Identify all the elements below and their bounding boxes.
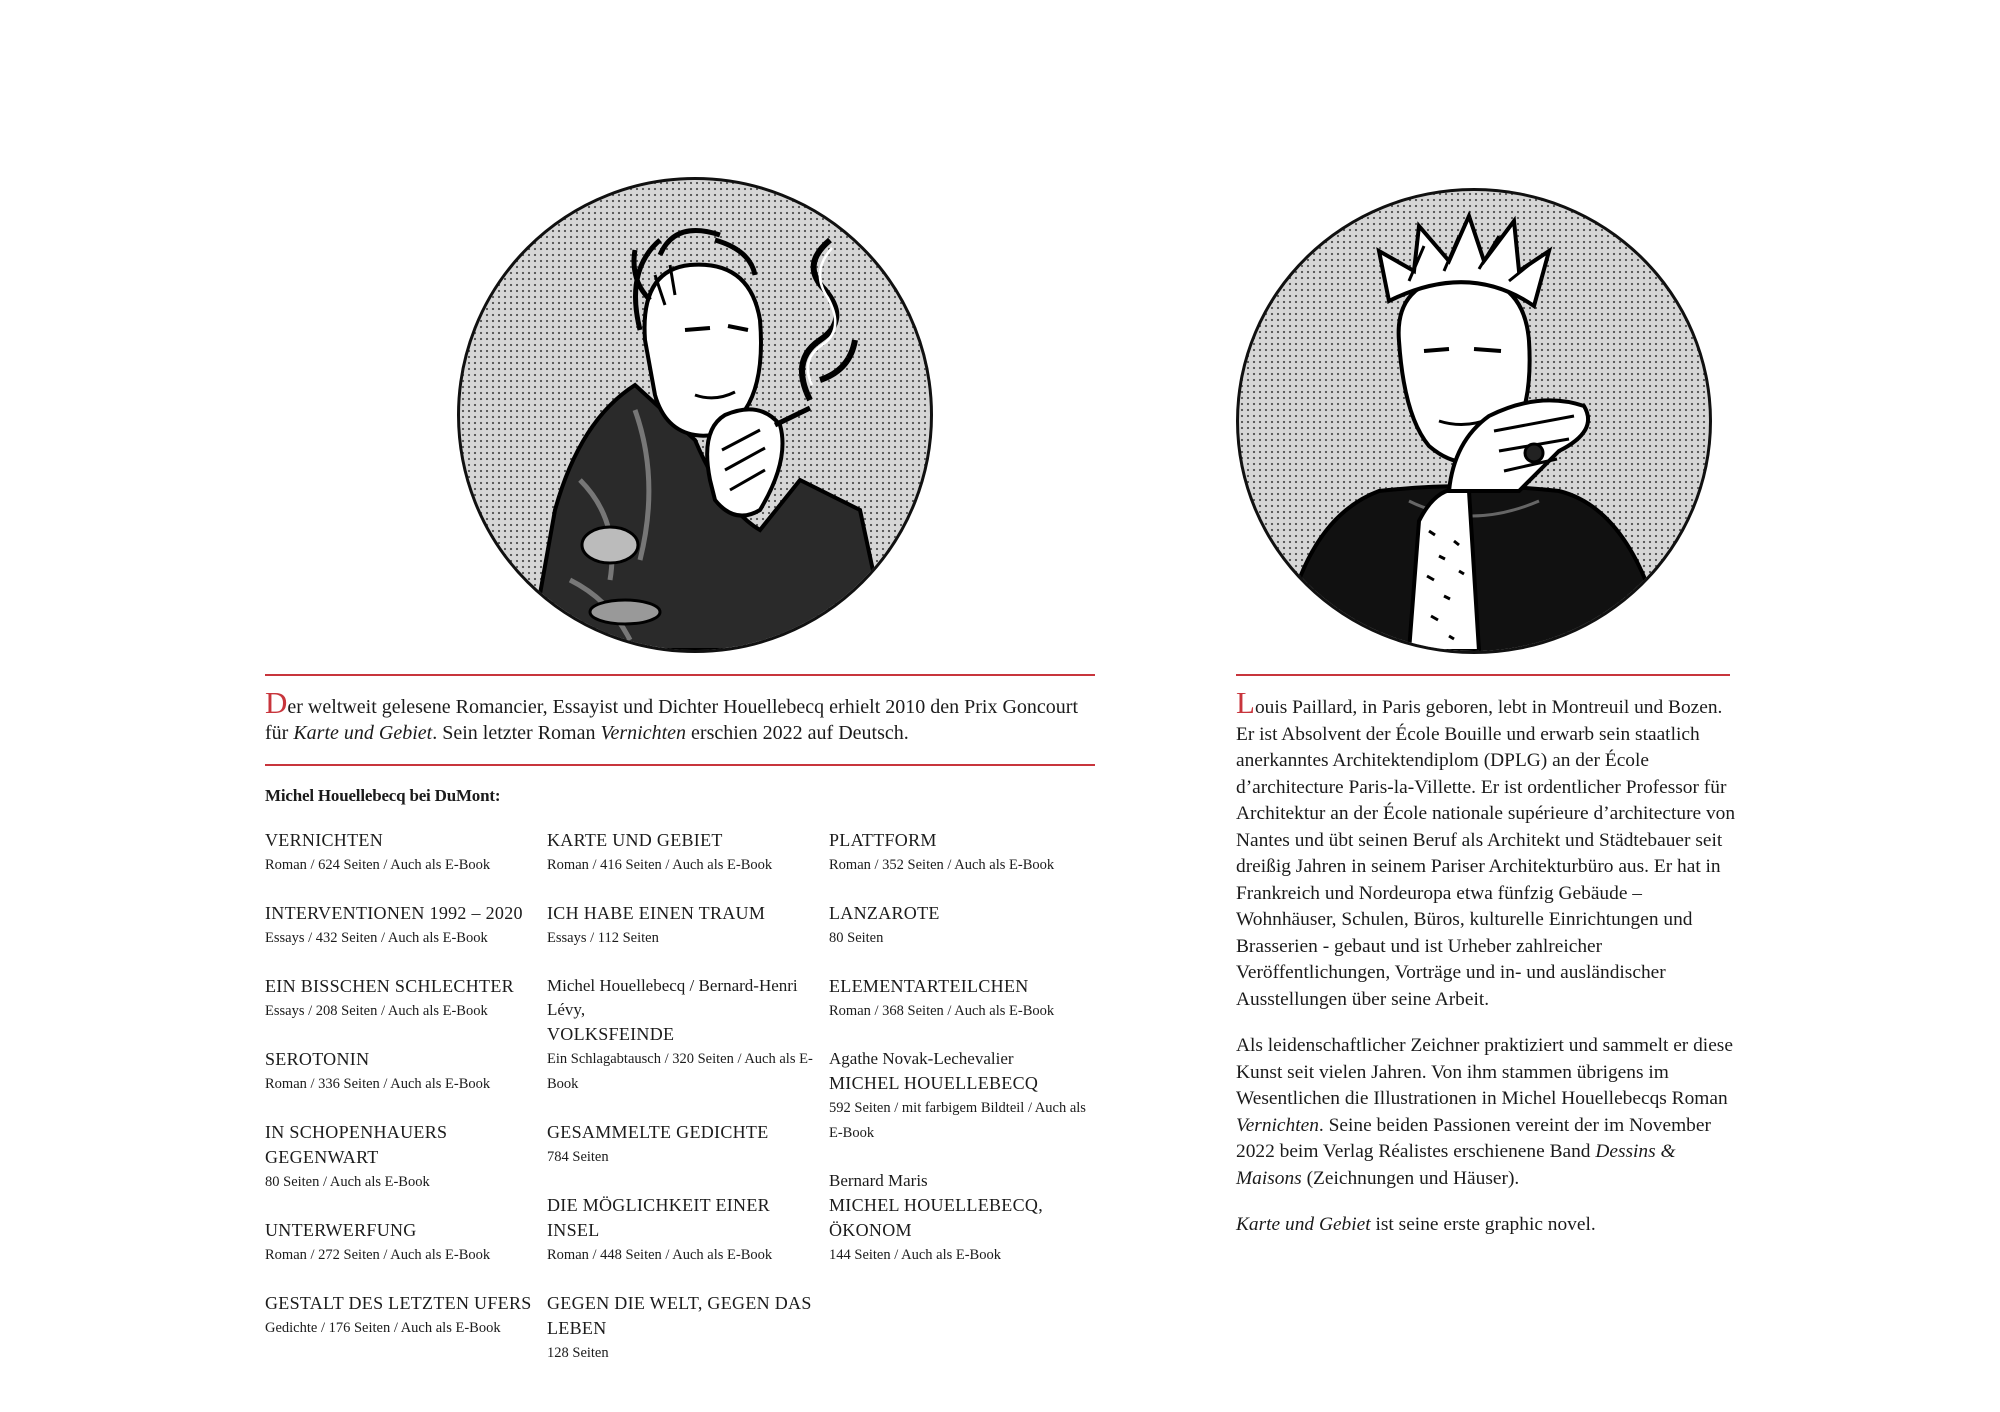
book-meta: 80 Seiten / Auch als E-Book [265,1174,430,1190]
book-title: VERNICHTEN [265,830,383,850]
book-title: DIE MÖGLICHKEIT EINER INSEL [547,1195,770,1240]
book-entry [547,1120,817,1170]
book-entry [829,974,1099,1024]
book-entry [265,974,535,1024]
book-title: GESAMMELTE GEDICHTE [547,1122,769,1142]
book-title: IN SCHOPENHAUERS GEGENWART [265,1122,448,1167]
paillard-bio [1236,685,1736,1239]
book-meta: Essays / 208 Seiten / Auch als E-Book [265,1003,488,1019]
book-entry [547,1193,817,1268]
paillard-portrait [1236,188,1712,654]
bio-paragraph-3: Karte und Gebiet ist seine erste graphic novel. [1236,1214,1596,1235]
book-entry [265,901,535,951]
bio-paragraph-1: Louis Paillard, in Paris geboren, lebt in Montreuil und Bozen. Er ist Absolvent der École Bouille und erwarb sein staatlich anerkanntes Architektendiplom (DPLG) an der École d’architecture Paris-la-Villette. Er ist ordentlicher Professor für Architektur an der École nationale supérieure d’architecture von Nantes und übt seinen Beruf als Architekt und Städtebauer seit dreißig Jahren in seinem Pariser Architekturbüro aus. Er hat in Frankreich und Nordeuropa etwa fünfzig Gebäude – Wohnhäuser, Schulen, Büros, kulturelle Einrichtungen und Brasserien - gebaut und ist Urheber zahlreicher Veröffentlichungen, Vorträge und in- und ausländischer Ausstellungen über seine Arbeit. [1236,685,1736,1010]
book-entry [265,828,535,878]
book-entry [547,1291,817,1366]
houellebecq-portrait [457,177,933,653]
bibliography-column-3 [829,828,1099,1291]
book-meta: Ein Schlagabtausch / 320 Seiten / Auch als E-Book [547,1051,813,1092]
houellebecq-illustration [460,180,930,650]
book-title: LANZAROTE [829,903,940,923]
bio-dropcap: L [1236,685,1255,720]
book-entry [547,828,817,878]
book-meta: 144 Seiten / Auch als E-Book [829,1247,1001,1263]
book-title: GEGEN DIE WELT, GEGEN DAS LEBEN [547,1293,812,1338]
book-author: Agathe Novak-Lechevalier [829,1049,1014,1068]
book-meta: 128 Seiten [547,1345,609,1361]
book-entry [547,901,817,951]
book-title: ELEMENTARTEILCHEN [829,976,1029,996]
book-meta: Essays / 112 Seiten [547,930,659,946]
book-entry [265,1291,535,1341]
book-author: Bernard Maris [829,1171,928,1190]
book-title: PLATTFORM [829,830,937,850]
book-meta: 592 Seiten / mit farbigem Bildteil / Auch als E-Book [829,1100,1086,1141]
bibliography-column-2 [547,828,817,1389]
book-meta: Roman / 624 Seiten / Auch als E-Book [265,857,491,873]
book-meta: Roman / 368 Seiten / Auch als E-Book [829,1003,1055,1019]
bio-paragraph-2: Als leidenschaftlicher Zeichner praktiziert und sammelt er diese Kunst seit vielen Jahren. Von ihm stammen übrigens im Wesentlichen die Illustrationen in Michel Houellebecqs Roman Vernichten. Seine beiden Passionen vereint der im November 2022 beim Verlag Réalistes erschienene Band Dessins & Maisons (Zeichnungen und Häuser). [1236,1035,1733,1189]
book-title: EIN BISSCHEN SCHLECHTER [265,976,514,996]
book-meta: Roman / 416 Seiten / Auch als E-Book [547,857,773,873]
book-entry [829,828,1099,878]
book-meta: Roman / 272 Seiten / Auch als E-Book [265,1247,491,1263]
book-title: ICH HABE EINEN TRAUM [547,903,766,923]
book-title: KARTE UND GEBIET [547,830,723,850]
paillard-illustration [1239,191,1709,651]
book-entry [265,1218,535,1268]
book-meta: Roman / 448 Seiten / Auch als E-Book [547,1247,773,1263]
book-meta: 80 Seiten [829,930,884,946]
bibliography-heading: Michel Houellebecq bei DuMont: [265,786,501,805]
book-entry [265,1120,535,1195]
book-meta: Roman / 336 Seiten / Auch als E-Book [265,1076,491,1092]
bio-rule-top [1236,674,1730,676]
book-title: GESTALT DES LETZTEN UFERS [265,1293,532,1313]
book-entry [829,1169,1099,1268]
bibliography-column-1 [265,828,535,1364]
book-title: SEROTONIN [265,1049,370,1069]
book-meta: Roman / 352 Seiten / Auch als E-Book [829,857,1055,873]
book-meta: 784 Seiten [547,1149,609,1165]
intro-rule-top [265,674,1095,676]
intro-dropcap: D [265,685,288,720]
book-title: MICHEL HOUELLEBECQ, ÖKONOM [829,1195,1044,1240]
book-title: MICHEL HOUELLEBECQ [829,1073,1039,1093]
book-author: Michel Houellebecq / Bernard-Henri Lévy, [547,976,798,1019]
houellebecq-intro: Der weltweit gelesene Romancier, Essayist und Dichter Houellebecq erhielt 2010 den Prix Goncourt für Karte und Gebiet. Sein letzter Roman Vernichten erschien 2022 auf Deutsch. [265,685,1079,744]
intro-rule-bottom [265,764,1095,766]
book-entry [547,974,817,1097]
book-entry [265,1047,535,1097]
book-title: INTERVENTIONEN 1992 – 2020 [265,903,523,923]
book-title: VOLKSFEINDE [547,1024,675,1044]
book-meta: Essays / 432 Seiten / Auch als E-Book [265,930,488,946]
book-meta: Gedichte / 176 Seiten / Auch als E-Book [265,1320,501,1336]
book-title: UNTERWERFUNG [265,1220,417,1240]
book-entry [829,901,1099,951]
book-entry [829,1047,1099,1146]
